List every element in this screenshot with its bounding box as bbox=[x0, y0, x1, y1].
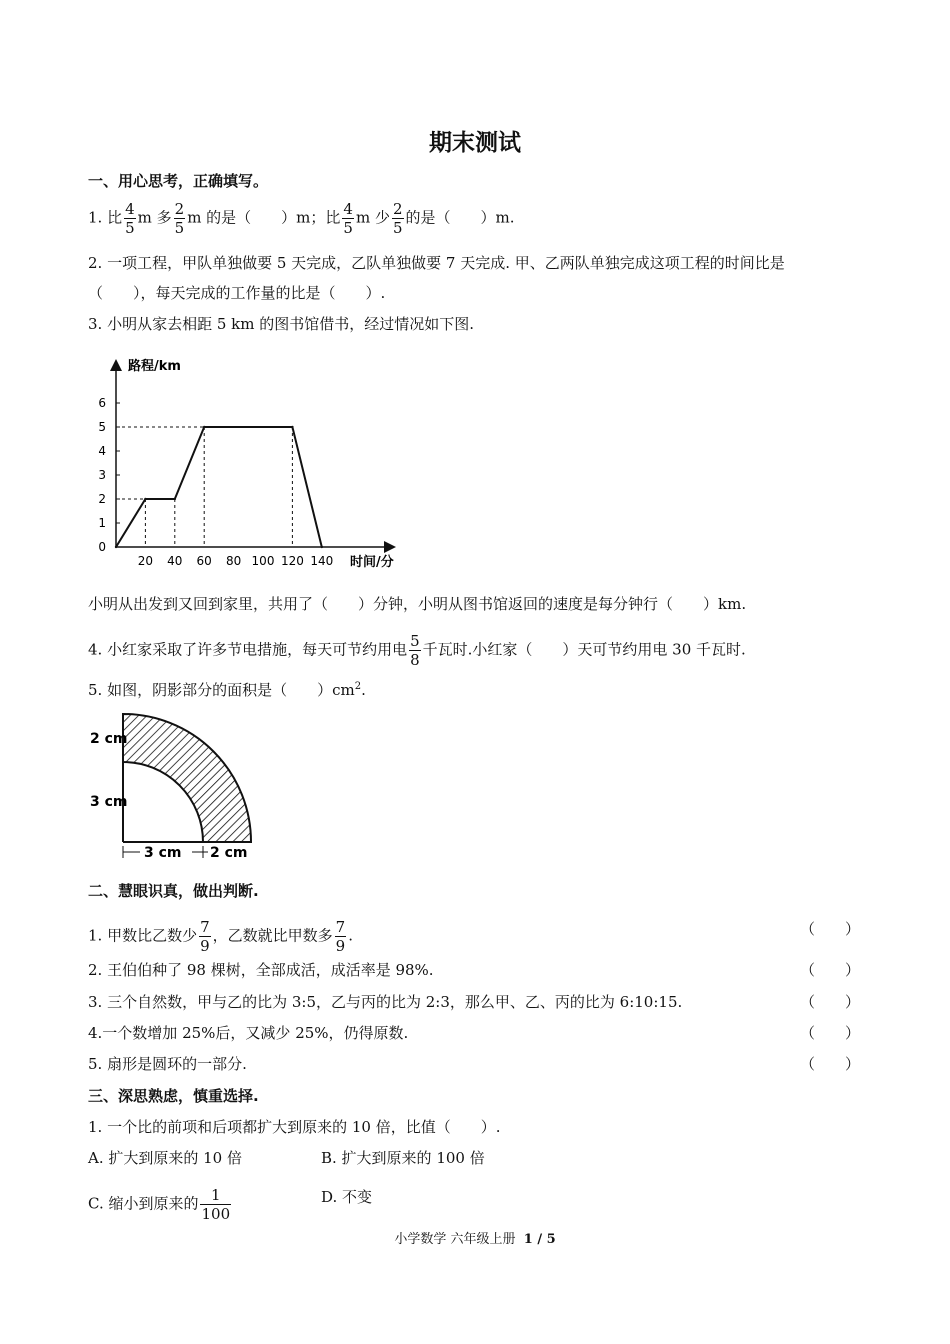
label-outer-base: 2 cm bbox=[210, 845, 248, 861]
fraction: $\frac{2}{5}$ bbox=[392, 200, 403, 237]
ring-figure bbox=[88, 706, 268, 864]
choice-option-b[interactable]: B. 扩大到原来的 100 倍 bbox=[321, 1149, 485, 1167]
fraction: $\frac{7}{9}$ bbox=[200, 918, 210, 955]
y-tick-label: 2 bbox=[98, 492, 106, 506]
judge-3: 3. 三个自然数，甲与乙的比为 3:5，乙与丙的比为 2:3，那么甲、乙、丙的比为 6:10:15. bbox=[88, 993, 683, 1011]
data-point bbox=[291, 426, 293, 428]
x-tick-label: 40 bbox=[167, 554, 183, 568]
x-tick-label: 60 bbox=[196, 554, 212, 568]
y-tick-label: 4 bbox=[98, 444, 106, 458]
answer-blank[interactable]: （ ） bbox=[800, 961, 861, 979]
judge-1: 1. 甲数比乙数少 $\frac{7}{9}$ ，乙数就比甲数多 $\frac{7}{9}$ . bbox=[88, 918, 353, 955]
y-tick-label: 0 bbox=[98, 540, 106, 554]
question-1-1: 1. 比 $\frac{4}{5}$ m 多 $\frac{2}{5}$ m 的是（ ）m；比 $\frac{4}{5}$ m 少 $\frac{2}{5}$ 的是（ ）m. bbox=[88, 200, 515, 237]
fraction: $\frac{5}{8}$ bbox=[410, 632, 420, 669]
label-inner-base: 3 cm bbox=[144, 845, 182, 861]
question-1-3-line-1: 3. 小明从家去相距 5 km 的图书馆借书，经过情况如下图. bbox=[88, 315, 475, 333]
fraction: $\frac{1}{100}$ bbox=[201, 1186, 231, 1223]
page-title: 期末测试 bbox=[429, 130, 521, 156]
x-tick-label: 100 bbox=[251, 554, 275, 568]
chart-ylabel: 路程/km bbox=[128, 359, 181, 374]
y-tick-label: 1 bbox=[98, 516, 106, 530]
question-1-2-line-1: 2. 一项工程，甲队单独做要 5 天完成，乙队单独做要 7 天完成. 甲、乙两队单独完成这项工程的时间比是 bbox=[88, 254, 785, 272]
answer-blank[interactable]: （ ） bbox=[800, 920, 861, 938]
y-tick-label: 5 bbox=[98, 420, 106, 434]
question-1-4: 4. 小红家采取了许多节电措施，每天可节约用电 $\frac{5}{8}$ 千瓦时.小红家（ ）天可节约用电 30 千瓦时. bbox=[88, 632, 746, 669]
answer-blank[interactable]: （ ） bbox=[800, 993, 861, 1011]
y-tick-label: 3 bbox=[98, 468, 106, 482]
choice-option-a[interactable]: A. 扩大到原来的 10 倍 bbox=[88, 1149, 242, 1167]
section-3-heading: 三、深思熟虑，慎重选择. bbox=[88, 1087, 259, 1105]
question-1-3-line-2: 小明从出发到又回到家里，共用了（ ）分钟，小明从图书馆返回的速度是每分钟行（ ）km. bbox=[88, 595, 747, 613]
fraction: $\frac{7}{9}$ bbox=[335, 918, 346, 955]
page-number: 1 / 5 bbox=[523, 1232, 556, 1247]
x-tick-label: 80 bbox=[225, 554, 242, 568]
data-point bbox=[174, 498, 176, 500]
distance-series-line bbox=[116, 427, 322, 547]
choice-option-d[interactable]: D. 不变 bbox=[321, 1188, 373, 1206]
x-tick-label: 120 bbox=[280, 554, 304, 568]
x-tick-label: 140 bbox=[310, 554, 334, 568]
judge-2: 2. 王伯伯种了 98 棵树，全部成活，成活率是 98%. bbox=[88, 961, 434, 979]
distance-time-chart bbox=[88, 350, 418, 580]
y-tick-label: 6 bbox=[98, 396, 106, 410]
fraction: $\frac{4}{5}$ bbox=[125, 200, 135, 237]
x-tick-label: 20 bbox=[137, 554, 154, 568]
data-point bbox=[203, 426, 205, 428]
fraction: $\frac{2}{5}$ bbox=[174, 200, 185, 237]
judge-5: 5. 扇形是圆环的一部分. bbox=[88, 1055, 247, 1073]
data-point bbox=[321, 546, 323, 548]
judge-4: 4.一个数增加 25%后，又减少 25%，仍得原数. bbox=[88, 1024, 409, 1042]
label-inner-radius: 3 cm bbox=[90, 794, 128, 810]
question-1-2-line-2: （ ），每天完成的工作量的比是（ ）. bbox=[88, 284, 386, 302]
chart-xlabel: 时间/分 bbox=[350, 555, 394, 570]
question-1-5: 5. 如图，阴影部分的面积是（ ）$cm^2$. bbox=[88, 681, 366, 699]
page-footer: 小学数学 六年级上册 1 / 5 bbox=[394, 1232, 556, 1247]
label-outer-width: 2 cm bbox=[90, 731, 128, 747]
section-1-heading: 一、用心思考，正确填写。 bbox=[88, 172, 269, 190]
data-point bbox=[144, 498, 146, 500]
section-2-heading: 二、慧眼识真，做出判断. bbox=[88, 882, 259, 900]
answer-blank[interactable]: （ ） bbox=[800, 1055, 861, 1073]
fraction: $\frac{4}{5}$ bbox=[343, 200, 353, 237]
data-point bbox=[115, 546, 117, 548]
choice-option-c[interactable]: C. 缩小到原来的 $\frac{1}{100}$ bbox=[88, 1186, 231, 1223]
answer-blank[interactable]: （ ） bbox=[800, 1024, 861, 1042]
choice-question-1: 1. 一个比的前项和后项都扩大到原来的 10 倍，比值（ ）. bbox=[88, 1118, 501, 1136]
